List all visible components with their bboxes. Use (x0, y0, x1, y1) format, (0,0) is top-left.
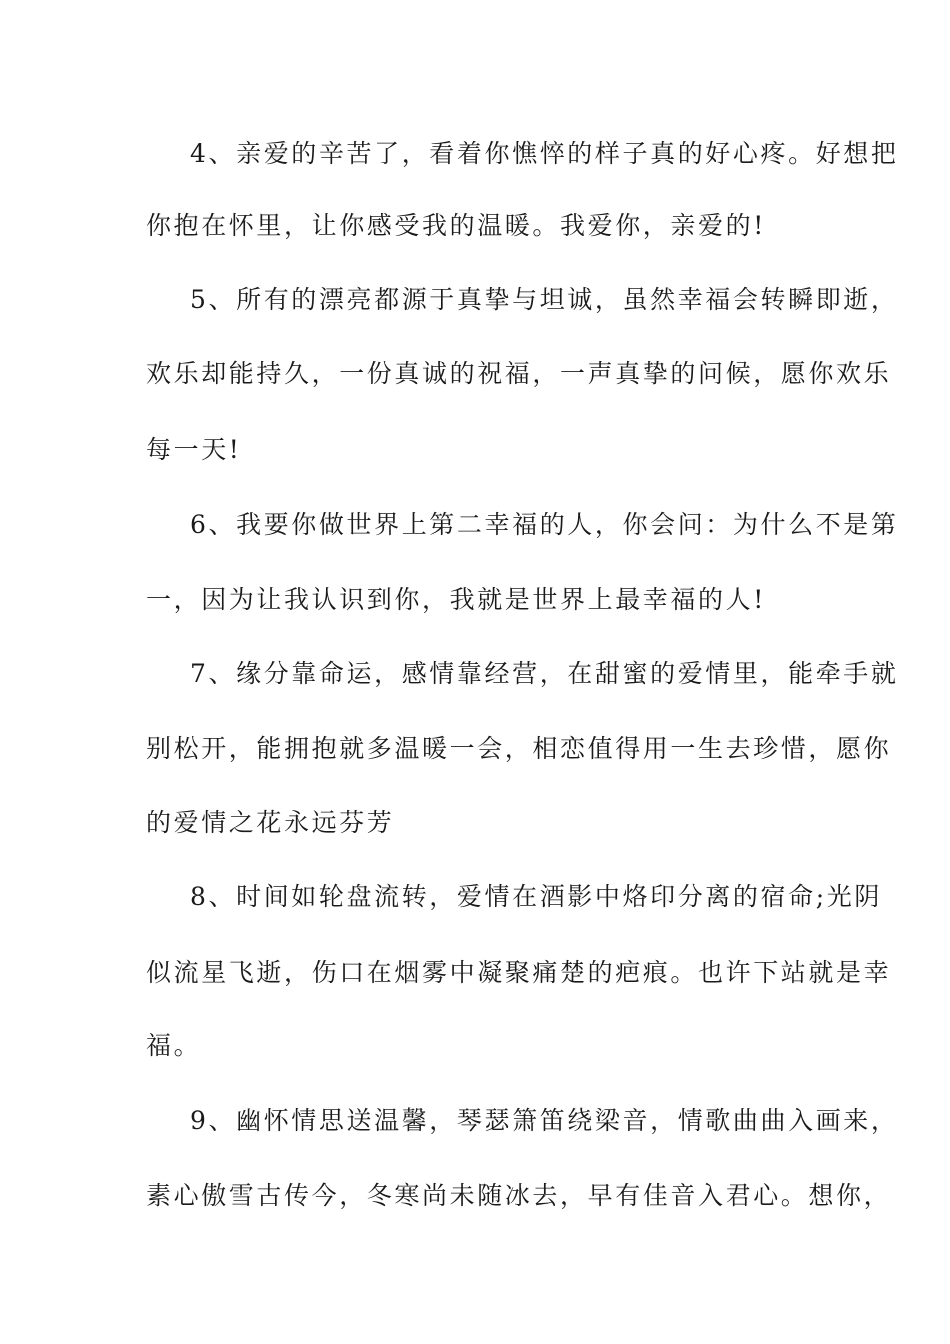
paragraph-5-line-3: 每一天! (146, 435, 242, 464)
paragraph-8-line-1: 8、时间如轮盘流转，爱情在酒影中烙印分离的宿命;光阴 (190, 882, 882, 911)
paragraph-9-line-2: 素心傲雪古传今，冬寒尚未随冰去，早有佳音入君心。想你， (146, 1181, 892, 1210)
paragraph-4-line-2: 你抱在怀里，让你感受我的温暖。我爱你，亲爱的! (146, 211, 766, 240)
paragraph-7-line-1: 7、缘分靠命运，感情靠经营，在甜蜜的爱情里，能牵手就 (190, 659, 899, 688)
paragraph-9-line-1: 9、幽怀情思送温馨，琴瑟箫笛绕梁音，情歌曲曲入画来， (190, 1106, 899, 1135)
paragraph-6-line-1: 6、我要你做世界上第二幸福的人，你会问：为什么不是第 (190, 510, 899, 539)
paragraph-5-line-1: 5、所有的漂亮都源于真挚与坦诚，虽然幸福会转瞬即逝， (190, 285, 899, 314)
paragraph-4-line-1: 4、亲爱的辛苦了，看着你憔悴的样子真的好心疼。好想把 (190, 139, 899, 168)
paragraph-6-line-2: 一，因为让我认识到你，我就是世界上最幸福的人! (146, 585, 766, 614)
paragraph-8-line-3: 福。 (146, 1031, 202, 1060)
paragraph-8-line-2: 似流星飞逝，伤口在烟雾中凝聚痛楚的疤痕。也许下站就是幸 (146, 958, 892, 987)
paragraph-7-line-3: 的爱情之花永远芬芳 (146, 808, 395, 837)
paragraph-5-line-2: 欢乐却能持久，一份真诚的祝福，一声真挚的问候，愿你欢乐 (146, 359, 892, 388)
paragraph-7-line-2: 别松开，能拥抱就多温暖一会，相恋值得用一生去珍惜，愿你 (146, 734, 892, 763)
